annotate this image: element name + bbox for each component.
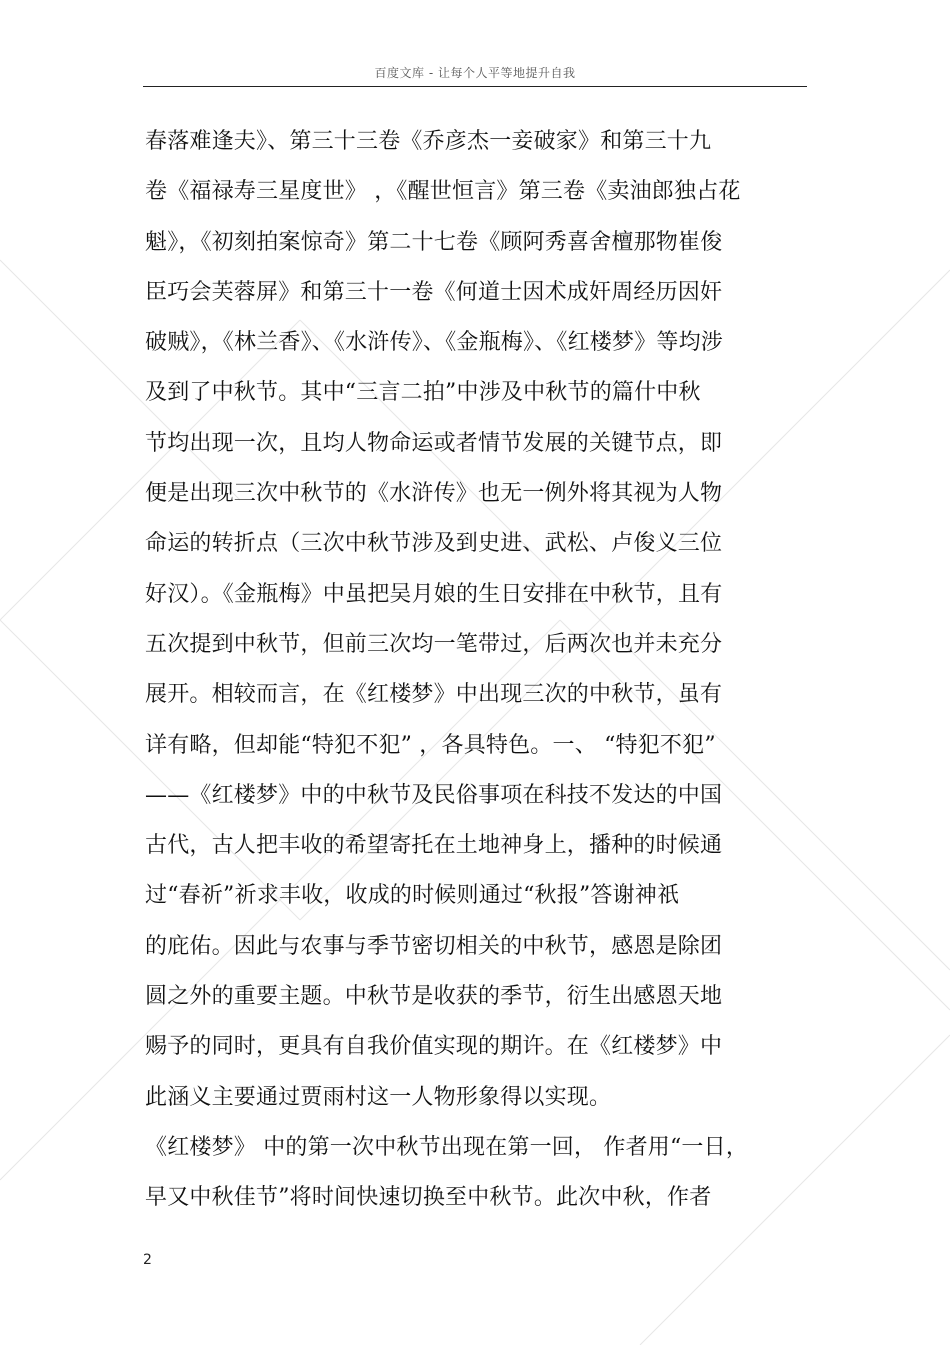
text-line: 赐予的同时，更具有自我价值实现的期许。在《红楼梦》中 — [145, 1034, 723, 1060]
text-line: 魁》，《初刻拍案惊奇》第二十七卷《顾阿秀喜舍檀那物崔俊 — [145, 229, 723, 255]
text-line: 节均出现一次，且均人物命运或者情节发展的关键节点，即 — [145, 430, 723, 456]
text-line: ——《红楼梦》中的中秋节及民俗事项在科技不发达的中国 — [145, 782, 723, 808]
text-line: 早又中秋佳节”将时间快速切换至中秋节。此次中秋，作者 — [145, 1185, 712, 1211]
body-text — [145, 121, 805, 1228]
text-line: 此涵义主要通过贾雨村这一人物形象得以实现。 — [145, 1084, 612, 1110]
text-line: 命运的转折点（三次中秋节涉及到史进、武松、卢俊义三位 — [145, 531, 723, 557]
text-line: 《红楼梦》 中的第一次中秋节出现在第一回， 作者用“一日， — [145, 1134, 749, 1160]
text-line: 便是出现三次中秋节的《水浒传》也无一例外将其视为人物 — [145, 481, 723, 507]
text-line: 好汉）。《金瓶梅》中虽把吴月娘的生日安排在中秋节，且有 — [145, 581, 723, 607]
text-line: 的庇佑。因此与农事与季节密切相关的中秋节，感恩是除团 — [145, 933, 723, 959]
header-divider — [143, 86, 807, 87]
text-line: 圆之外的重要主题。中秋节是收获的季节，衍生出感恩天地 — [145, 984, 723, 1010]
text-line: 及到了中秋节。其中“三言二拍”中涉及中秋节的篇什中秋 — [145, 380, 701, 406]
text-line: 过“春祈”祈求丰收，收成的时候则通过“秋报”答谢神祇 — [145, 883, 680, 909]
text-line: 臣巧会芙蓉屏》和第三十一卷《何道士因术成奸周经历因奸 — [145, 279, 723, 305]
text-line: 展开。相较而言，在《红楼梦》中出现三次的中秋节，虽有 — [145, 682, 723, 708]
text-line: 详有略，但却能“特犯不犯” ，各具特色。一、 “特犯不犯” — [145, 732, 716, 758]
page-number: 2 — [143, 1252, 152, 1268]
page-header-title: 百度文库 - 让每个人平等地提升自我 — [374, 66, 576, 80]
text-line: 春落难逢夫》、第三十三卷《乔彦杰一妾破家》和第三十九 — [145, 129, 712, 154]
text-line: 卷《福禄寿三星度世》 ，《醒世恒言》第三卷《卖油郎独占花 — [145, 179, 741, 205]
text-line: 五次提到中秋节，但前三次均一笔带过，后两次也并未充分 — [145, 631, 723, 657]
text-line: 古代，古人把丰收的希望寄托在土地神身上，播种的时候通 — [145, 833, 723, 859]
text-line: 破贼》，《林兰香》、《水浒传》、《金瓶梅》、《红楼梦》等均涉 — [145, 330, 724, 356]
